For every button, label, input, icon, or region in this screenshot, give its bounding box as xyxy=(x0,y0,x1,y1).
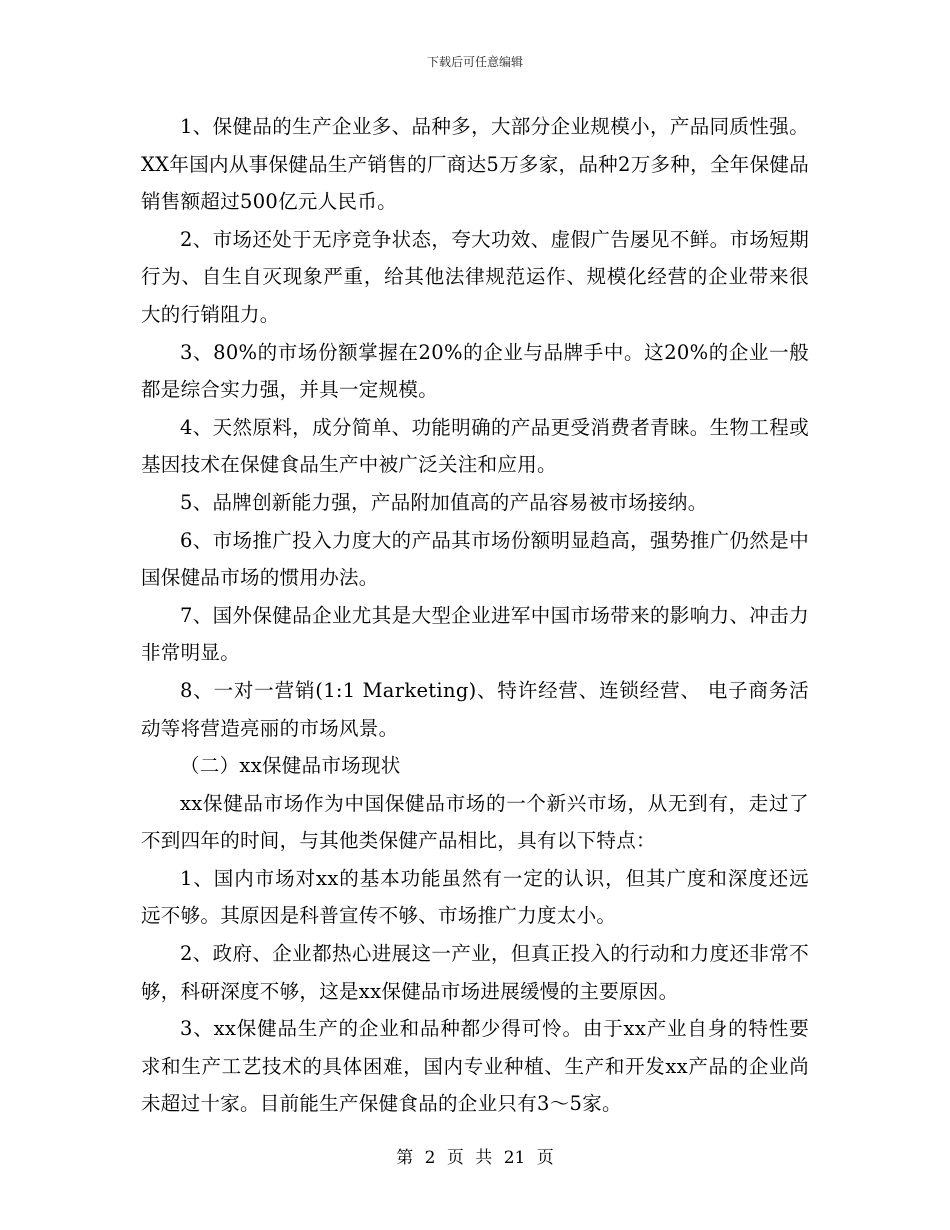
paragraph: 2、市场还处于无序竞争状态，夸大功效、虚假广告屡见不鲜。市场短期行为、自生自灭现象严重，给其他法律规范运作、规模化经营的企业带来很大的行销阻力。 xyxy=(141,227,809,326)
paragraph: 3、80%的市场份额掌握在20%的企业与品牌手中。这20%的企业一般都是综合实力强，并具一定规模。 xyxy=(141,340,809,402)
page-header: 下载后可任意编辑 xyxy=(426,55,523,69)
paragraph: 8、一对一营销(1:1 Marketing)、特许经营、连锁经营、 电子商务活动等将营造亮丽的市场风景。 xyxy=(141,678,809,740)
paragraph: 1、国内市场对xx的基本功能虽然有一定的认识，但其广度和深度还远远不够。其原因是科普宣传不够、市场推广力度太小。 xyxy=(141,866,809,928)
paragraph: 3、xx保健品生产的企业和品种都少得可怜。由于xx产业自身的特性要求和生产工艺技术的具体困难，国内专业种植、生产和开发xx产品的企业尚未超过十家。目前能生产保健食品的企业只有3～5家。 xyxy=(141,1017,809,1116)
paragraph: xx保健品市场作为中国保健品市场的一个新兴市场，从无到有，走过了不到四年的时间，与其他类保健产品相比，具有以下特点： xyxy=(141,791,809,853)
paragraph: 1、保健品的生产企业多、品种多，大部分企业规模小，产品同质性强。XX年国内从事保健品生产销售的厂商达5万多家，品种2万多种，全年保健品销售额超过500亿元人民币。 xyxy=(141,115,809,214)
section-heading: （二）xx保健品市场现状 xyxy=(180,754,401,778)
paragraph: 2、政府、企业都热心进展这一产业，但真正投入的行动和力度还非常不够，科研深度不够，这是xx保健品市场进展缓慢的主要原因。 xyxy=(141,942,809,1003)
paragraph: 5、品牌创新能力强，产品附加值高的产品容易被市场接纳。 xyxy=(180,490,708,514)
page-footer: 第 2 页 共 21 页 xyxy=(396,1148,554,1168)
paragraph: 7、国外保健品企业尤其是大型企业进军中国市场带来的影响力、冲击力非常明显。 xyxy=(141,603,809,665)
document-body xyxy=(141,108,809,1123)
paragraph: 6、市场推广投入力度大的产品其市场份额明显趋高，强势推广仍然是中国保健品市场的惯用办法。 xyxy=(141,528,809,590)
paragraph: 4、天然原料，成分简单、功能明确的产品更受消费者青睐。生物工程或基因技术在保健食品生产中被广泛关注和应用。 xyxy=(141,415,809,477)
